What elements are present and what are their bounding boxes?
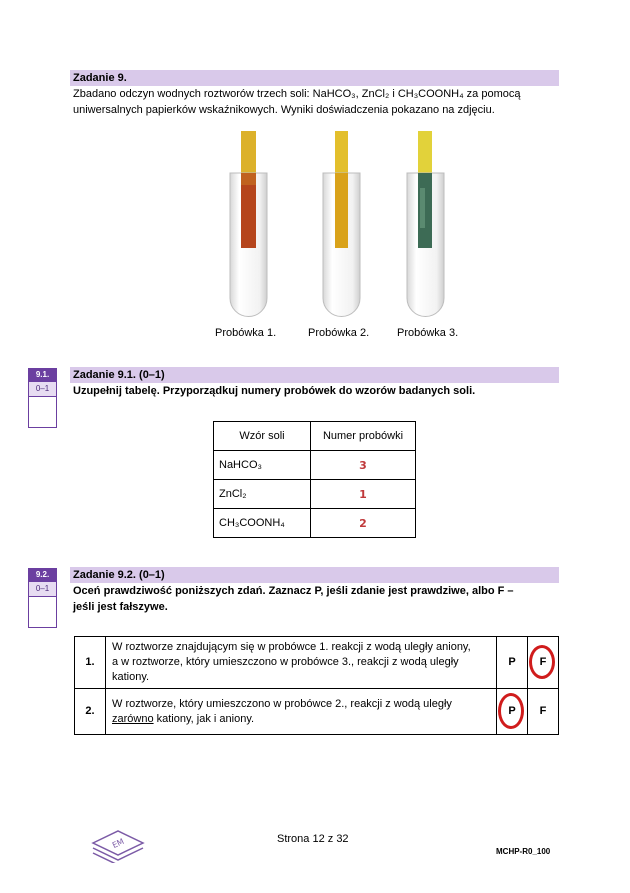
tube-label-2: Probówka 2. <box>308 327 370 339</box>
selection-circle <box>498 693 524 729</box>
table-row <box>214 451 416 480</box>
tube-answer[interactable]: 2 <box>311 509 416 538</box>
task91-points: 0–1 <box>28 382 57 396</box>
statement-number: 2. <box>75 689 106 735</box>
task91-header: Zadanie 9.1. (0–1) <box>70 367 559 383</box>
tube-label-3: Probówka 3. <box>397 327 459 339</box>
task9-header: Zadanie 9. <box>70 70 559 86</box>
table-row <box>75 637 559 689</box>
task91-score-box[interactable] <box>28 396 57 428</box>
task92-points: 0–1 <box>28 582 57 596</box>
task9-intro: Zbadano odczyn wodnych roztworów trzech soli: NaHCO₃, ZnCl₂ i CH₃COONH₄ za pomocą uniwersalnych papierków wskaźnikowych. Wyniki doświadczenia pokazano na zdjęciu. <box>73 88 521 116</box>
task91-instruction: Uzupełnij tabelę. Przyporządkuj numery probówek do wzorów badanych soli. <box>73 385 476 397</box>
option-true[interactable]: P <box>497 637 528 689</box>
task92-instruction: Oceń prawdziwość poniższych zdań. Zaznacz P, jeśli zdanie jest prawdziwe, albo F – jeśli jest fałszywe. <box>73 585 514 613</box>
tube-1 <box>230 131 267 317</box>
tube-label-1: Probówka 1. <box>215 327 277 339</box>
svg-text:EM: EM <box>110 836 126 851</box>
statement-number: 1. <box>75 637 106 689</box>
tube-answer[interactable]: 1 <box>311 480 416 509</box>
salt-formula: ZnCl₂ <box>214 480 311 509</box>
tube-2 <box>323 131 360 317</box>
table-row <box>214 480 416 509</box>
col-header-formula: Wzór soli <box>214 422 311 451</box>
true-false-table <box>74 636 559 735</box>
task92-header: Zadanie 9.2. (0–1) <box>70 567 559 583</box>
salt-formula: NaHCO₃ <box>214 451 311 480</box>
option-false[interactable]: F <box>528 637 559 689</box>
table-row <box>214 509 416 538</box>
tube-3 <box>407 131 444 317</box>
exam-code: MCHP-R0_100 <box>496 847 551 856</box>
salt-table <box>213 421 416 538</box>
salt-formula: CH₃COONH₄ <box>214 509 311 538</box>
task92-number: 9.2. <box>28 568 57 582</box>
statement-text: W roztworze, który umieszczono w probówce 2., reakcji z wodą uległy zarówno kationy, jak i aniony. <box>106 689 497 735</box>
statement-text: W roztworze znajdującym się w probówce 1. reakcji z wodą uległy aniony, a w roztworze, który umieszczono w probówce 3., reakcji z wodą uległy kationy. <box>106 637 497 689</box>
tube-answer[interactable]: 3 <box>311 451 416 480</box>
selection-circle <box>529 645 555 679</box>
task92-score-box[interactable] <box>28 596 57 628</box>
test-tubes-photo <box>200 128 480 323</box>
cke-logo-icon <box>88 827 148 863</box>
task91-number: 9.1. <box>28 368 57 382</box>
page-number: Strona 12 z 32 <box>277 833 349 845</box>
table-row <box>75 689 559 735</box>
option-false[interactable]: F <box>528 689 559 735</box>
col-header-tube: Numer probówki <box>311 422 416 451</box>
option-true[interactable]: P <box>497 689 528 735</box>
